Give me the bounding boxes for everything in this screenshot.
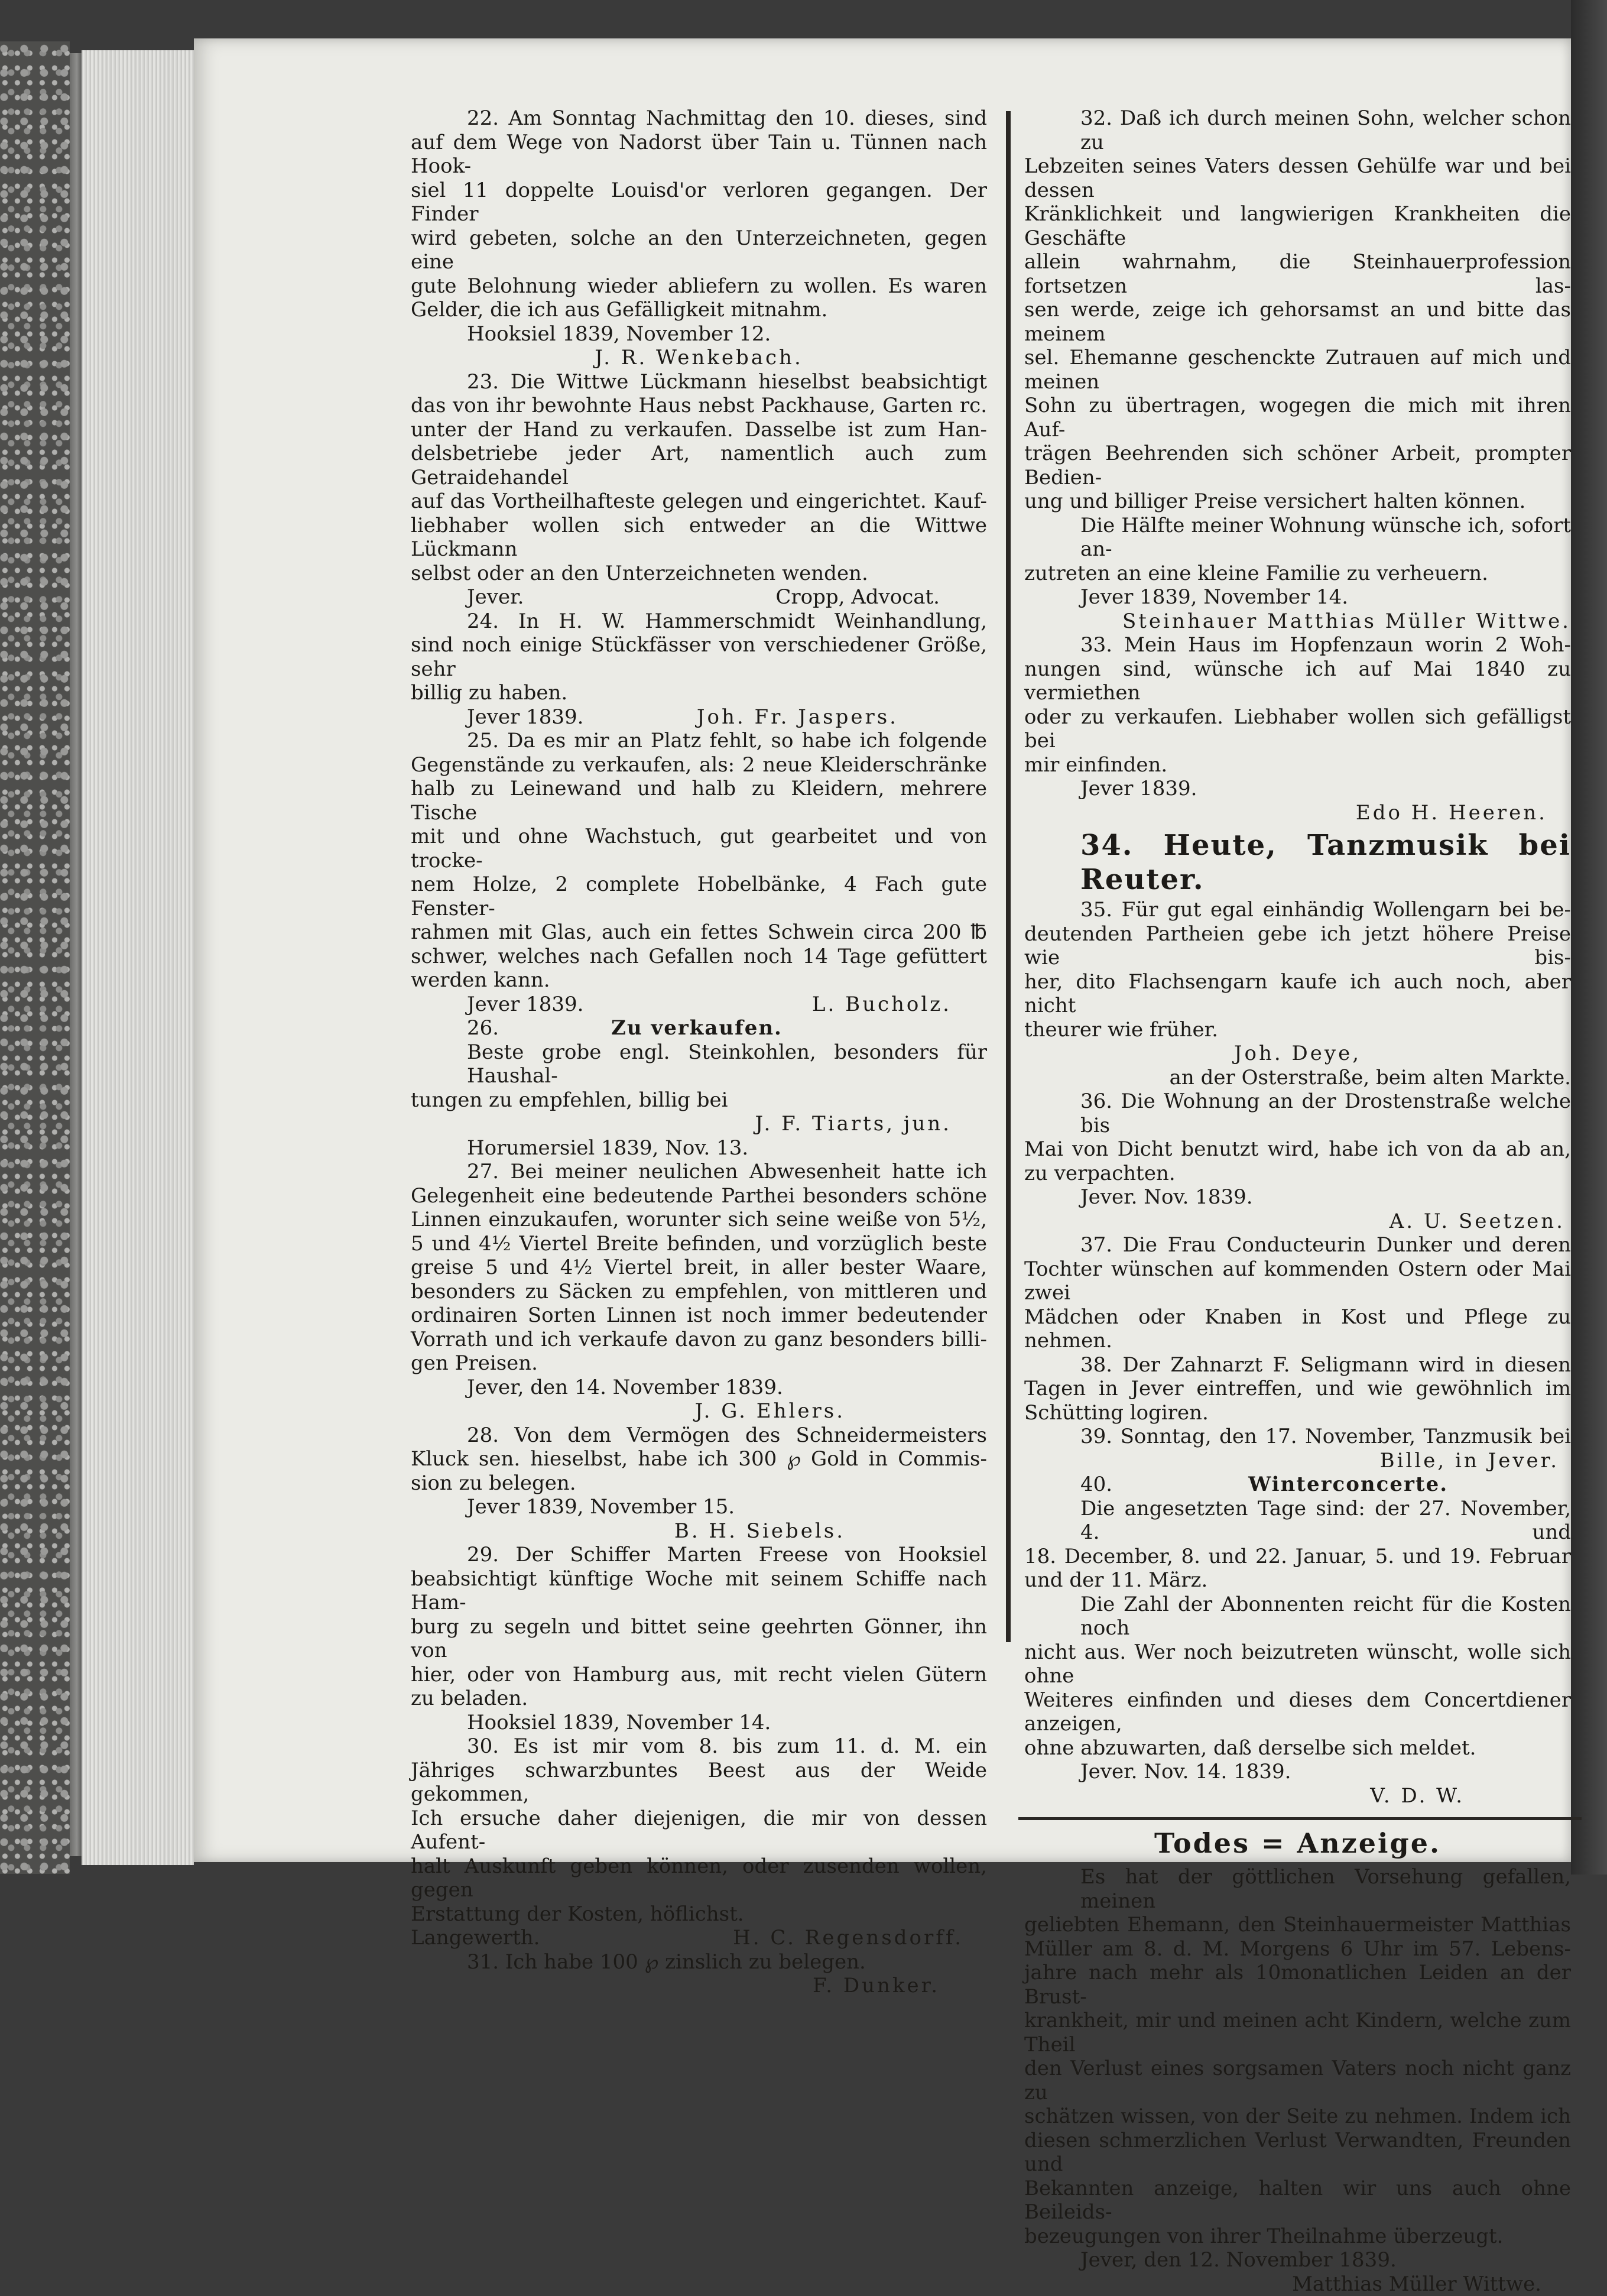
notice-32 xyxy=(1024,106,1571,633)
right-column xyxy=(1024,106,1571,2296)
notice-signature: Matthias Müller Wittwe. xyxy=(1024,2272,1571,2296)
text-line: wird gebeten, solche an den Unterzeichneten, gegen eine xyxy=(411,226,987,274)
text-line: 22. Am Sonntag Nachmittag den 10. dieses, sind xyxy=(411,106,987,131)
notice-signature: J. R. Wenkebach. xyxy=(411,346,987,370)
notice-heading-row xyxy=(411,1016,987,1040)
text-line: Erstattung der Kosten, höflichst. xyxy=(411,1902,987,1927)
text-line: liebhaber wollen sich entweder an die Wittwe Lückmann xyxy=(411,514,987,562)
text-line: Schütting logiren. xyxy=(1024,1401,1571,1425)
text-line: sion zu belegen. xyxy=(411,1471,987,1496)
text-line: gen Preisen. xyxy=(411,1351,987,1376)
death-notice-title: Todes = Anzeige. xyxy=(1024,1826,1571,1860)
text-line: halb zu Leinewand und halb zu Kleidern, mehrere Tische xyxy=(411,777,987,825)
text-line: Lebzeiten seines Vaters dessen Gehülfe war und bei dessen xyxy=(1024,154,1571,202)
text-line: allein wahrnahm, die Steinhauerprofession fortsetzen las- xyxy=(1024,250,1571,298)
notice-footer xyxy=(411,705,987,729)
text-line: ung und billiger Preise versichert halten können. xyxy=(1024,489,1571,514)
notice-footer xyxy=(411,1926,987,1950)
notice-signature: V. D. W. xyxy=(1024,1784,1571,1808)
notice-place-date: Jever 1839. xyxy=(1024,777,1571,801)
text-line: krankheit, mir und meinen acht Kindern, welche zum Theil xyxy=(1024,2009,1571,2057)
text-line: und der 11. März. xyxy=(1024,1568,1571,1593)
text-line: Müller am 8. d. M. Morgens 6 Uhr im 57. Lebens- xyxy=(1024,1937,1571,1961)
text-line: Tagen in Jever eintreffen, und wie gewöhnlich im xyxy=(1024,1377,1571,1401)
notice-heading: Winterconcerte. xyxy=(1248,1473,1448,1497)
text-line: beabsichtigt künftige Woche mit seinem Schiffe nach Ham- xyxy=(411,1567,987,1615)
notice-place-date: Jever, den 14. November 1839. xyxy=(411,1376,987,1400)
notice-place-date: Hooksiel 1839, November 12. xyxy=(411,322,987,346)
notice-footer xyxy=(411,585,987,609)
notice-27 xyxy=(411,1160,987,1423)
text-line: besonders zu Säcken zu empfehlen, von mittleren und xyxy=(411,1280,987,1304)
text-line: selbst oder an den Unterzeichneten wenden. xyxy=(411,562,987,586)
notice-place-date: Horumersiel 1839, Nov. 13. xyxy=(411,1136,987,1160)
notice-30 xyxy=(411,1734,987,1950)
text-line: unter der Hand zu verkaufen. Dasselbe ist zum Han- xyxy=(411,418,987,442)
text-line: schwer, welches nach Gefallen noch 14 Tage gefüttert xyxy=(411,945,987,969)
text-line: Bekannten anzeige, halten wir uns auch ohne Beileids- xyxy=(1024,2177,1571,2224)
text-line: 33. Mein Haus im Hopfenzaun worin 2 Woh- xyxy=(1024,633,1571,657)
text-line: rahmen mit Glas, auch ein fettes Schwein circa 200 ℔ xyxy=(411,920,987,945)
text-line: 24. In H. W. Hammerschmidt Weinhandlung, xyxy=(411,609,987,634)
book-spine xyxy=(70,53,82,1856)
text-line: 29. Der Schiffer Marten Freese von Hooksiel xyxy=(411,1543,987,1567)
notice-signature-address: an der Osterstraße, beim alten Markte. xyxy=(1024,1066,1571,1090)
notice-signature: J. F. Tiarts, jun. xyxy=(411,1112,987,1136)
notice-place-date: Jever. Nov. 1839. xyxy=(1024,1185,1571,1209)
text-line: billig zu haben. xyxy=(411,681,987,705)
notice-38 xyxy=(1024,1353,1571,1425)
text-line: Vorrath und ich verkaufe davon zu ganz besonders billi- xyxy=(411,1328,987,1352)
text-line: greise 5 und 4½ Viertel breit, in aller bester Waare, xyxy=(411,1256,987,1280)
text-line: jahre nach mehr als 10monatlichen Leiden an der Brust- xyxy=(1024,1961,1571,2009)
notice-26 xyxy=(411,1016,987,1160)
text-line: zu beladen. xyxy=(411,1687,987,1711)
notice-place-date: Hooksiel 1839, November 14. xyxy=(411,1711,987,1735)
notice-22 xyxy=(411,106,987,370)
page-fore-edge xyxy=(82,50,194,1865)
death-notice xyxy=(1024,1826,1571,2296)
notice-place-date: Jever, den 12. November 1839. xyxy=(1024,2248,1571,2272)
text-line: 37. Die Frau Conducteurin Dunker und deren xyxy=(1024,1233,1571,1257)
text-line: 25. Da es mir an Platz fehlt, so habe ich folgende xyxy=(411,729,987,753)
text-line: 36. Die Wohnung an der Drostenstraße welche bis xyxy=(1024,1089,1571,1137)
text-line: halt Auskunft geben können, oder zusenden wollen, gegen xyxy=(411,1854,987,1902)
text-line: nem Holze, 2 complete Hobelbänke, 4 Fach gute Fenster- xyxy=(411,873,987,920)
scan-background-right xyxy=(1571,0,1607,1875)
text-line: geliebten Ehemann, den Steinhauermeister Matthias xyxy=(1024,1913,1571,1937)
text-line: ordinairen Sorten Linnen ist noch immer bedeutender xyxy=(411,1303,987,1328)
text-line: 39. Sonntag, den 17. November, Tanzmusik bei xyxy=(1024,1425,1571,1449)
notice-39 xyxy=(1024,1425,1571,1473)
scan-background-top xyxy=(0,0,1607,41)
notice-signature: A. U. Seetzen. xyxy=(1024,1209,1571,1234)
text-line: Kluck sen. hieselbst, habe ich 300 ℘ Gold in Commis- xyxy=(411,1447,987,1471)
text-line: zutreten an eine kleine Familie zu verheuern. xyxy=(1024,562,1571,586)
notice-37 xyxy=(1024,1233,1571,1353)
text-line: Ich ersuche daher diejenigen, die mir von dessen Aufent- xyxy=(411,1807,987,1854)
text-line: Weiteres einfinden und dieses dem Concertdiener anzeigen, xyxy=(1024,1688,1571,1736)
text-line: 27. Bei meiner neulichen Abwesenheit hatte ich xyxy=(411,1160,987,1184)
text-line: Beste grobe engl. Steinkohlen, besonders für Haushal- xyxy=(411,1040,987,1088)
text-line: zu verpachten. xyxy=(1024,1162,1571,1186)
text-line: sen werde, zeige ich gehorsamst an und bitte das meinem xyxy=(1024,298,1571,346)
text-line: nicht aus. Wer noch beizutreten wünscht, wolle sich ohne xyxy=(1024,1640,1571,1688)
text-line: 18. December, 8. und 22. Januar, 5. und 19. Februar xyxy=(1024,1545,1571,1569)
text-line: 31. Ich habe 100 ℘ zinslich zu belegen. xyxy=(411,1950,987,1974)
notice-place-date: Jever 1839, November 14. xyxy=(1024,585,1571,609)
notice-number: 26. xyxy=(467,1016,499,1040)
text-line: 28. Von dem Vermögen des Schneidermeisters xyxy=(411,1423,987,1448)
text-line: Gegenstände zu verkaufen, als: 2 neue Kleiderschränke xyxy=(411,753,987,777)
text-line: Sohn zu übertragen, wogegen die mich mit ihren Auf- xyxy=(1024,394,1571,442)
notice-signature: B. H. Siebels. xyxy=(411,1519,987,1543)
text-line: siel 11 doppelte Louisd'or verloren gegangen. Der Finder xyxy=(411,179,987,226)
text-line: Gelder, die ich aus Gefälligkeit mitnahm. xyxy=(411,298,987,322)
notice-24 xyxy=(411,609,987,729)
notice-signature: F. Dunker. xyxy=(411,1974,987,1998)
notice-23 xyxy=(411,370,987,609)
text-line: Kränklichkeit und langwierigen Krankheiten die Geschäfte xyxy=(1024,202,1571,250)
text-line: tungen zu empfehlen, billig bei xyxy=(411,1088,987,1113)
text-line: bezeugungen von ihrer Theilnahme überzeugt. xyxy=(1024,2224,1571,2249)
notice-place-date: Jever 1839. xyxy=(467,993,583,1017)
notice-40 xyxy=(1024,1473,1571,1808)
text-line: werden kann. xyxy=(411,968,987,993)
text-line: auf das Vortheilhafteste gelegen und eingerichtet. Kauf- xyxy=(411,489,987,514)
column-divider xyxy=(1006,111,1011,1642)
notice-33 xyxy=(1024,633,1571,825)
notice-heading-row xyxy=(1024,1473,1571,1497)
notice-place-date: Jever. Nov. 14. 1839. xyxy=(1024,1760,1571,1784)
notice-footer xyxy=(411,993,987,1017)
text-line: theurer wie früher. xyxy=(1024,1018,1571,1042)
text-line: sel. Ehemanne geschenckte Zutrauen auf mich und meinen xyxy=(1024,346,1571,394)
notice-25 xyxy=(411,729,987,1016)
text-line: Die Hälfte meiner Wohnung wünsche ich, sofort an- xyxy=(1024,514,1571,562)
section-divider xyxy=(1018,1817,1582,1820)
text-line: den Verlust eines sorgsamen Vaters noch nicht ganz zu xyxy=(1024,2057,1571,2104)
notice-28 xyxy=(411,1423,987,1543)
text-line: schätzen wissen, von der Seite zu nehmen. Indem ich xyxy=(1024,2104,1571,2129)
notice-34-headline: 34. Heute, Tanzmusik bei Reuter. xyxy=(1024,828,1571,897)
notice-place-date: Jever 1839, November 15. xyxy=(411,1495,987,1519)
notice-signature: H. C. Regensdorff. xyxy=(733,1926,987,1950)
text-line: Die angesetzten Tage sind: der 27. November, 4. und xyxy=(1024,1497,1571,1545)
notice-place-date: Jever 1839. xyxy=(467,705,583,729)
text-line: Gelegenheit eine bedeutende Parthei besonders schöne xyxy=(411,1184,987,1208)
text-line: auf dem Wege von Nadorst über Tain u. Tünnen nach Hook- xyxy=(411,131,987,179)
text-line: nungen sind, wünsche ich auf Mai 1840 zu vermiethen xyxy=(1024,657,1571,705)
notice-signature: Bille, in Jever. xyxy=(1024,1449,1571,1473)
text-line: oder zu verkaufen. Liebhaber wollen sich gefälligst bei xyxy=(1024,705,1571,753)
notice-36 xyxy=(1024,1089,1571,1233)
text-line: delsbetriebe jeder Art, namentlich auch zum Getraidehandel xyxy=(411,442,987,489)
text-line: das von ihr bewohnte Haus nebst Packhause, Garten rc. xyxy=(411,394,987,418)
book-cover-edge xyxy=(0,41,70,1874)
notice-place-date: Langewerth. xyxy=(411,1926,540,1950)
text-line: sind noch einige Stückfässer von verschiedener Größe, sehr xyxy=(411,633,987,681)
notice-signature: Steinhauer Matthias Müller Wittwe. xyxy=(1024,609,1571,634)
text-line: Mädchen oder Knaben in Kost und Pflege zu nehmen. xyxy=(1024,1305,1571,1353)
text-line: her, dito Flachsengarn kaufe ich auch noch, aber nicht xyxy=(1024,970,1571,1018)
notice-signature: Joh. Fr. Jaspers. xyxy=(697,705,987,729)
text-line: 35. Für gut egal einhändig Wollengarn bei be- xyxy=(1024,898,1571,922)
notice-signature: J. G. Ehlers. xyxy=(411,1399,987,1423)
notice-signature: Cropp, Advocat. xyxy=(775,585,987,609)
notice-31 xyxy=(411,1950,987,1998)
text-line: mit und ohne Wachstuch, gut gearbeitet und von trocke- xyxy=(411,825,987,873)
text-line: Die Zahl der Abonnenten reicht für die Kosten noch xyxy=(1024,1593,1571,1640)
text-line: Mai von Dicht benutzt wird, habe ich von da ab an, xyxy=(1024,1137,1571,1162)
text-line: deutenden Partheien gebe ich jetzt höhere Preise wie bis- xyxy=(1024,922,1571,970)
text-line: ohne abzuwarten, daß derselbe sich meldet. xyxy=(1024,1736,1571,1760)
text-line: diesen schmerzlichen Verlust Verwandten, Freunden und xyxy=(1024,2129,1571,2177)
text-line: trägen Beehrenden sich schöner Arbeit, prompter Bedien- xyxy=(1024,442,1571,489)
text-line: 5 und 4½ Viertel Breite befinden, und vorzüglich beste xyxy=(411,1232,987,1256)
left-column xyxy=(411,106,987,1998)
text-line: 32. Daß ich durch meinen Sohn, welcher schon zu xyxy=(1024,106,1571,154)
text-line: 38. Der Zahnarzt F. Seligmann wird in diesen xyxy=(1024,1353,1571,1377)
text-line: Linnen einzukaufen, worunter sich seine weiße von 5½, xyxy=(411,1208,987,1232)
text-line: burg zu segeln und bittet seine geehrten Gönner, ihn von xyxy=(411,1615,987,1663)
notice-number: 40. xyxy=(1080,1473,1112,1497)
notice-signature: L. Bucholz. xyxy=(812,993,987,1017)
notice-heading: Zu verkaufen. xyxy=(611,1016,783,1040)
text-line: 30. Es ist mir vom 8. bis zum 11. d. M. ein xyxy=(411,1734,987,1759)
notice-29 xyxy=(411,1543,987,1734)
text-line: Tochter wünschen auf kommenden Ostern oder Mai zwei xyxy=(1024,1257,1571,1305)
text-line: Jähriges schwarzbuntes Beest aus der Weide gekommen, xyxy=(411,1759,987,1807)
text-line: hier, oder von Hamburg aus, mit recht vielen Gütern xyxy=(411,1663,987,1687)
notice-signature: Edo H. Heeren. xyxy=(1024,801,1571,825)
text-line: mir einfinden. xyxy=(1024,753,1571,777)
text-line: 23. Die Wittwe Lückmann hieselbst beabsichtigt xyxy=(411,370,987,394)
notice-signature: Joh. Deye, xyxy=(1024,1042,1571,1066)
notice-35 xyxy=(1024,898,1571,1089)
notice-place-date: Jever. xyxy=(467,585,524,609)
text-line: gute Belohnung wieder abliefern zu wollen. Es waren xyxy=(411,274,987,299)
text-line: Es hat der göttlichen Vorsehung gefallen, meinen xyxy=(1024,1865,1571,1913)
